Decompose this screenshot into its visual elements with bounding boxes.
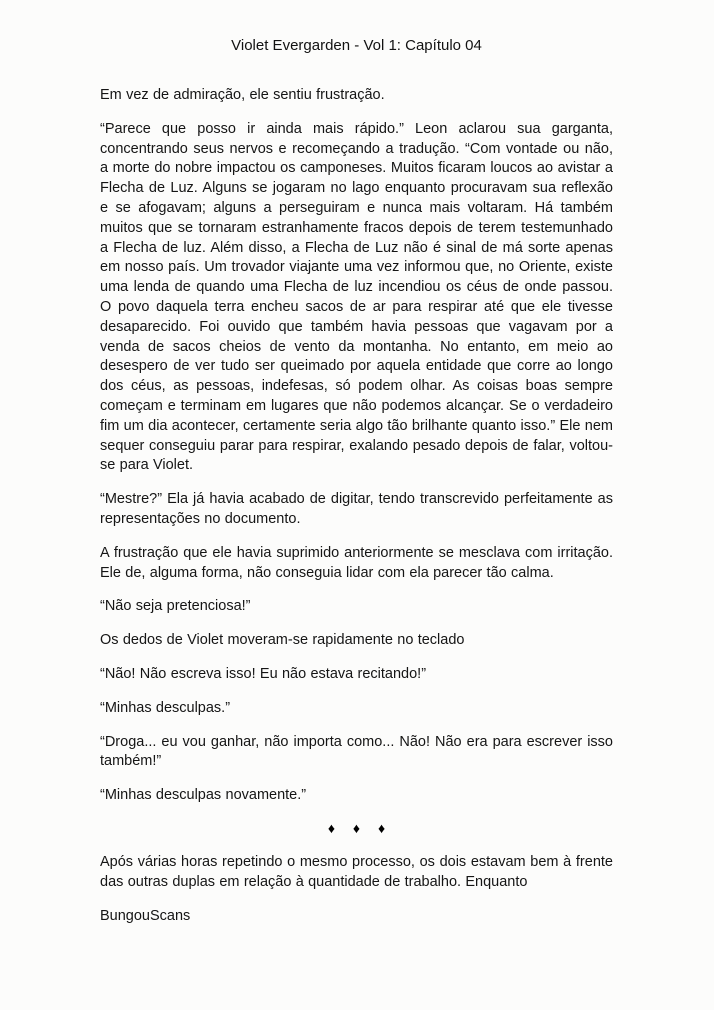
diamond-section-divider: ♦ ♦ ♦: [327, 819, 393, 836]
paragraph: Os dedos de Violet moveram-se rapidamente no teclado: [100, 632, 465, 649]
paragraph: A frustração que ele havia suprimido anteriormente se mesclava com irritação. Ele de, alguma forma, não conseguia lidar com ela parecer tão calma.: [100, 544, 613, 581]
paragraph: Após várias horas repetindo o mesmo processo, os dois estavam bem à frente das outras duplas em relação à quantidade de trabalho. Enquanto: [100, 853, 613, 890]
paragraph: “Mestre?” Ela já havia acabado de digitar, tendo transcrevido perfeitamente as representações no documento.: [100, 491, 613, 527]
paragraph: “Minhas desculpas.”: [100, 699, 231, 716]
paragraph: “Não! Não escreva isso! Eu não estava recitando!”: [100, 665, 427, 682]
paragraph: “Não seja pretenciosa!”: [100, 598, 251, 615]
chapter-title: Violet Evergarden - Vol 1: Capítulo 04: [231, 37, 482, 54]
scanlation-credit: BungouScans: [100, 907, 191, 924]
paragraph: “Parece que posso ir ainda mais rápido.” Leon aclarou sua garganta, concentrando seus nervos e recomeçando a tradução. “Com vontade ou não, a morte do nobre impactou os camponeses. Muitos ficaram loucos ao avistar a Flecha de Luz. Alguns se jogaram no lago enquanto procuravam sua reflexão e se afogavam; alguns a perseguiram e nunca mais voltaram. Há também muitos que se tornaram estranhamente fracos depois de terem testemunhado a Flecha de luz. Além disso, a Flecha de Luz não é sinal de má sorte apenas em nosso país. Um trovador viajante uma vez informou que, no Oriente, existe uma lenda de quando uma Flecha de luz incendiou os céus de onde passou. O povo daquela terra encheu sacos de ar para respirar até que ele tivesse desaparecido. Foi ouvido que também havia pessoas que vagavam por a venda de sacos cheios de vento da montanha. No entanto, em meio ao desespero de ver tudo ser queimado por aquela entidade que corre ao longo dos céus, as pessoas, indefesas, só podem olhar. As coisas boas sempre começam e terminam em lugares que não podemos alcançar. Se o verdadeiro fim um dia acontecer, certamente seria algo tão brilhante quanto isso.” Ele nem sequer conseguiu parar para respirar, exalando pesado depois de falar, voltou-se para Violet.: [100, 120, 613, 474]
paragraph: “Droga... eu vou ganhar, não importa como... Não! Não era para escrever isso também!”: [100, 733, 613, 770]
paragraph: “Minhas desculpas novamente.”: [100, 787, 307, 804]
paragraph: Em vez de admiração, ele sentiu frustração.: [100, 87, 385, 103]
